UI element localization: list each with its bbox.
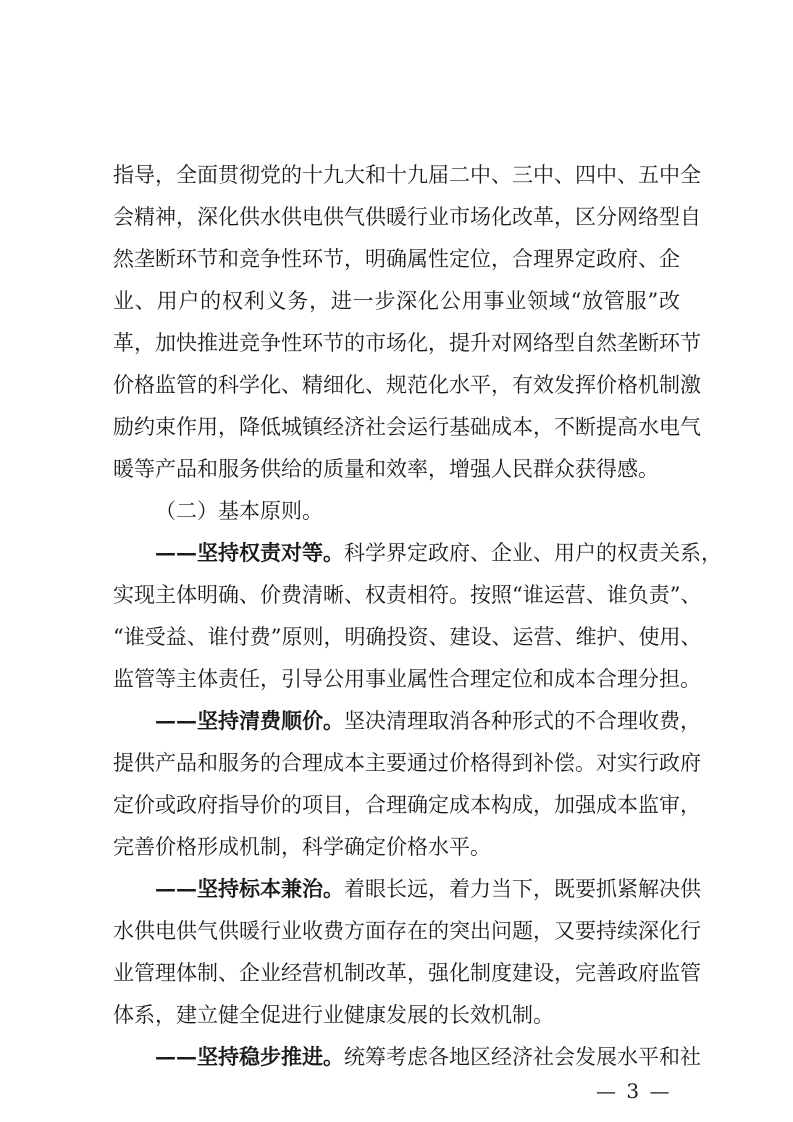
body-line: 实现主体明确、价费清晰、权责相符。按照“谁运营、谁负责”、	[113, 583, 702, 607]
page-number: — 3 —	[596, 1079, 672, 1103]
body-line: 定价或政府指导价的项目，合理确定成本构成，加强成本监审，	[113, 793, 701, 817]
principle-text: 科学界定政府、企业、用户的权责关系，	[344, 541, 722, 565]
body-line: 指导，全面贯彻党的十九大和十九届二中、三中、四中、五中全	[113, 163, 701, 187]
body-line: 然垄断环节和竞争性环节，明确属性定位，合理界定政府、企	[113, 247, 680, 271]
principle-lead: ——坚持权责对等。	[155, 540, 344, 565]
body-line: 革，加快推进竞争性环节的市场化，提升对网络型自然垄断环节	[113, 331, 701, 355]
principle-lead: ——坚持稳步推进。	[155, 1044, 344, 1069]
principle-text: 坚决清理取消各种形式的不合理收费，	[344, 709, 701, 733]
body-line: 暖等产品和服务供给的质量和效率，增强人民群众获得感。	[113, 457, 659, 481]
principle-first-line	[155, 874, 701, 904]
body-line: 励约束作用，降低城镇经济社会运行基础成本，不断提高水电气	[113, 415, 701, 439]
body-line: 业管理体制、企业经营机制改革，强化制度建设，完善政府监管	[113, 961, 701, 985]
principle-lead: ——坚持标本兼治。	[155, 876, 344, 901]
principle-text: 统筹考虑各地区经济社会发展水平和社	[344, 1045, 701, 1069]
section-heading: （二）基本原则。	[155, 499, 323, 523]
body-line: 完善价格形成机制，科学确定价格水平。	[113, 835, 491, 859]
body-line: “谁受益、谁付费”原则，明确投资、建设、运营、维护、使用、	[113, 625, 702, 649]
principle-text: 着眼长远，着力当下，既要抓紧解决供	[344, 877, 701, 901]
body-line: 提供产品和服务的合理成本主要通过价格得到补偿。对实行政府	[113, 751, 701, 775]
principle-first-line	[155, 706, 701, 736]
body-line: 监管等主体责任，引导公用事业属性合理定位和成本合理分担。	[113, 667, 701, 691]
body-line: 水供电供气供暖行业收费方面存在的突出问题，又要持续深化行	[113, 919, 701, 943]
body-line: 体系，建立健全促进行业健康发展的长效机制。	[113, 1003, 554, 1027]
body-line: 业、用户的权利义务，进一步深化公用事业领域“放管服”改	[113, 289, 680, 313]
principle-lead: ——坚持清费顺价。	[155, 708, 344, 733]
body-line: 会精神，深化供水供电供气供暖行业市场化改革，区分网络型自	[113, 205, 701, 229]
principle-first-line	[155, 538, 722, 568]
body-line: 价格监管的科学化、精细化、规范化水平，有效发挥价格机制激	[113, 373, 701, 397]
principle-first-line	[155, 1042, 701, 1072]
